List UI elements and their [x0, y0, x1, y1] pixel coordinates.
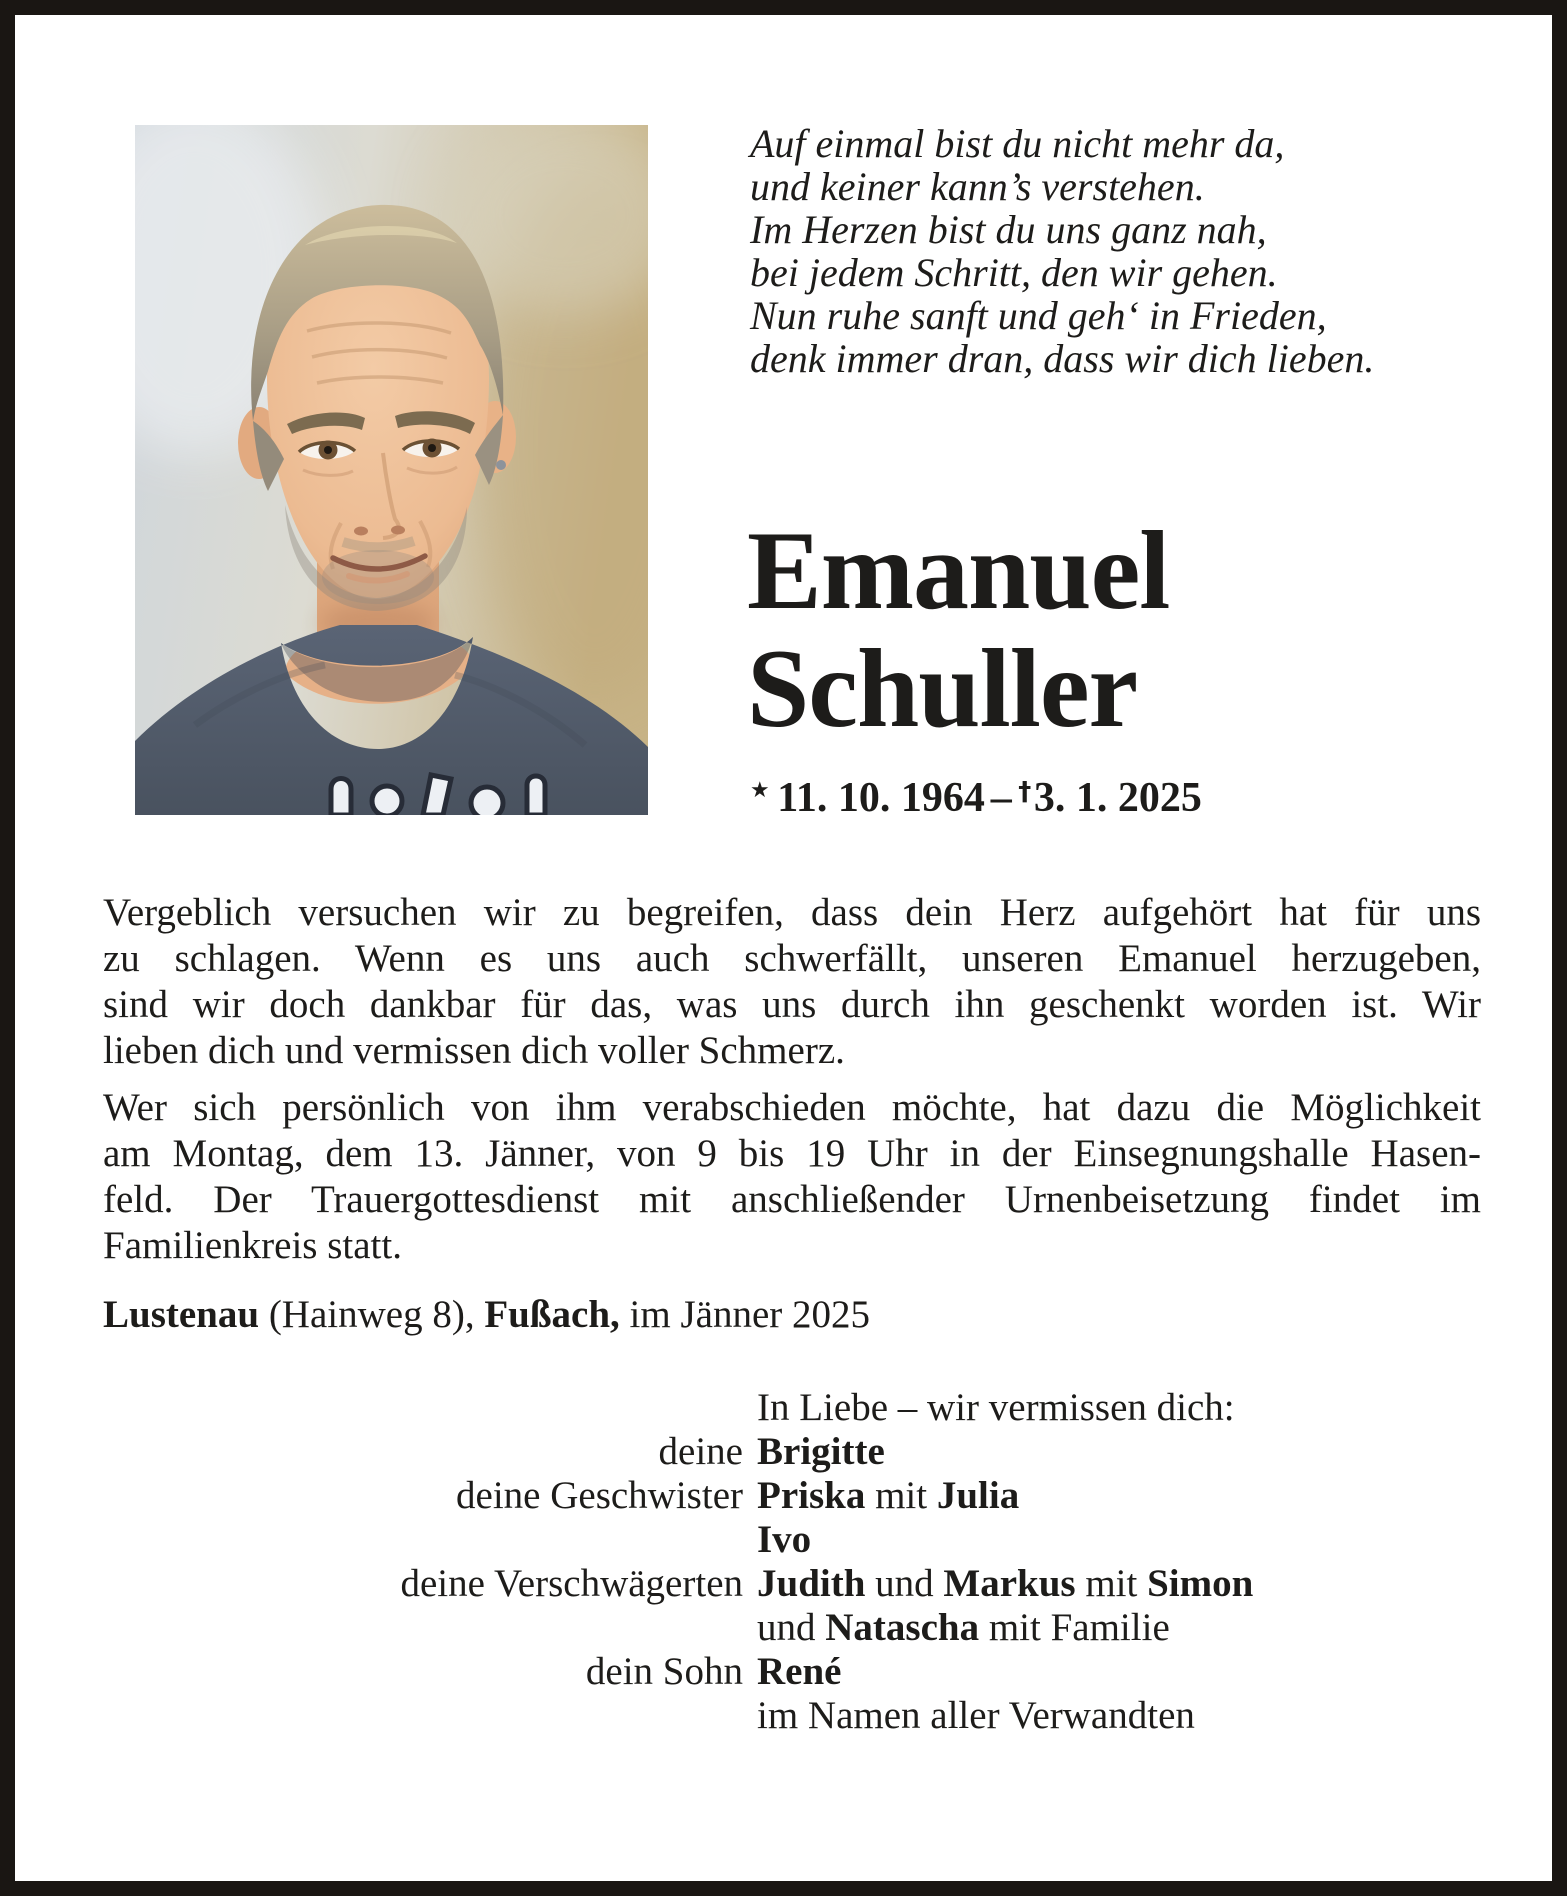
family-relation-label: deine Verschwägerten [400, 1562, 743, 1605]
life-dates [750, 775, 1202, 821]
family-list [103, 1386, 1481, 1738]
poem-line: bei jedem Schritt, den wir gehen. [750, 250, 1278, 295]
family-row [103, 1518, 1481, 1562]
text-run: mit [1075, 1562, 1148, 1605]
emphasized-name: Priska [757, 1474, 866, 1517]
emphasized-name: Fußach, [484, 1293, 620, 1336]
text-line: am Montag, dem 13. Jänner, von 9 bis 19 Uhr in der Einsegnungshalle Hasen- [103, 1132, 1481, 1175]
family-row [103, 1694, 1481, 1738]
emphasized-name: Simon [1147, 1562, 1254, 1605]
memorial-poem [750, 122, 1374, 380]
text-run: im Jänner 2025 [619, 1293, 870, 1336]
emphasized-name: Judith [757, 1562, 866, 1605]
text-line: feld. Der Trauergottesdienst mit anschließender Urnenbeisetzung findet im [103, 1178, 1481, 1221]
emphasized-name: Lustenau [103, 1293, 260, 1336]
text-run: im Namen aller Verwandten [757, 1694, 1195, 1737]
family-relation-label [103, 1694, 743, 1738]
emphasized-name: Brigitte [757, 1430, 885, 1473]
text-line: Familienkreis statt. [103, 1224, 402, 1267]
poem-line: Auf einmal bist du nicht mehr da, [750, 121, 1285, 166]
text-line: Wer sich persönlich von ihm verabschieden möchte, hat dazu die Möglichkeit [103, 1086, 1481, 1129]
family-names [757, 1474, 1019, 1518]
family-names [757, 1562, 1253, 1606]
portrait-photo [135, 125, 648, 815]
text-line: sind wir doch dankbar für das, was uns durch ihn geschenkt worden ist. Wir [103, 983, 1481, 1026]
poem-line: Im Herzen bist du uns ganz nah, [750, 207, 1267, 252]
place-date-line [103, 1292, 870, 1338]
text-run: und [757, 1606, 826, 1649]
birth-star-icon: ★ [750, 778, 770, 804]
emphasized-name: Julia [936, 1474, 1020, 1517]
family-row [103, 1562, 1481, 1606]
emphasized-name: Ivo [757, 1518, 812, 1561]
paragraph-service-info [103, 1085, 1481, 1269]
family-names [757, 1606, 1170, 1650]
death-date: 3. 1. 2025 [1033, 775, 1202, 821]
family-row [103, 1474, 1481, 1518]
text-line: lieben dich und vermissen dich voller Schmerz. [103, 1029, 845, 1072]
text-run: und [865, 1562, 944, 1605]
text-line: zu schlagen. Wenn es uns auch schwerfällt, unseren Emanuel herzugeben, [103, 937, 1481, 980]
family-row [103, 1606, 1481, 1650]
dates-separator: – [990, 775, 1012, 821]
family-relation-label: dein Sohn [585, 1650, 743, 1693]
family-row [103, 1386, 1481, 1430]
emphasized-name: Natascha [825, 1606, 980, 1649]
family-relation-label [103, 1606, 743, 1650]
deceased-last-name: Schuller [747, 627, 1138, 751]
family-relation-label: deine Geschwister [456, 1474, 743, 1517]
death-cross-icon: † [1018, 777, 1032, 808]
emphasized-name: René [757, 1650, 842, 1693]
poem-line: denk immer dran, dass wir dich lieben. [750, 336, 1375, 381]
text-run: (Hainweg 8), [259, 1293, 485, 1336]
text-run: mit Familie [979, 1606, 1170, 1649]
family-relation-label [103, 1386, 743, 1430]
family-names [757, 1518, 811, 1562]
emphasized-name: Markus [943, 1562, 1076, 1605]
family-names [757, 1650, 841, 1694]
poem-line: Nun ruhe sanft und geh‘ in Frieden, [750, 293, 1327, 338]
deceased-name [747, 509, 1170, 751]
text-run: In Liebe – wir vermissen dich: [757, 1386, 1235, 1429]
poem-line: und keiner kann’s verstehen. [750, 164, 1205, 209]
portrait-illustration [135, 125, 648, 815]
birth-date: 11. 10. 1964 [777, 775, 985, 821]
family-row [103, 1650, 1481, 1694]
family-names [757, 1430, 885, 1474]
paragraph-farewell [103, 890, 1481, 1074]
text-line: Vergeblich versuchen wir zu begreifen, dass dein Herz aufgehört hat für uns [103, 891, 1481, 934]
text-run: mit [865, 1474, 937, 1517]
family-relation-label [103, 1518, 743, 1562]
family-names [757, 1694, 1195, 1738]
deceased-first-name: Emanuel [747, 509, 1170, 633]
family-names [757, 1386, 1235, 1430]
family-relation-label: deine [658, 1430, 743, 1473]
family-row [103, 1430, 1481, 1474]
